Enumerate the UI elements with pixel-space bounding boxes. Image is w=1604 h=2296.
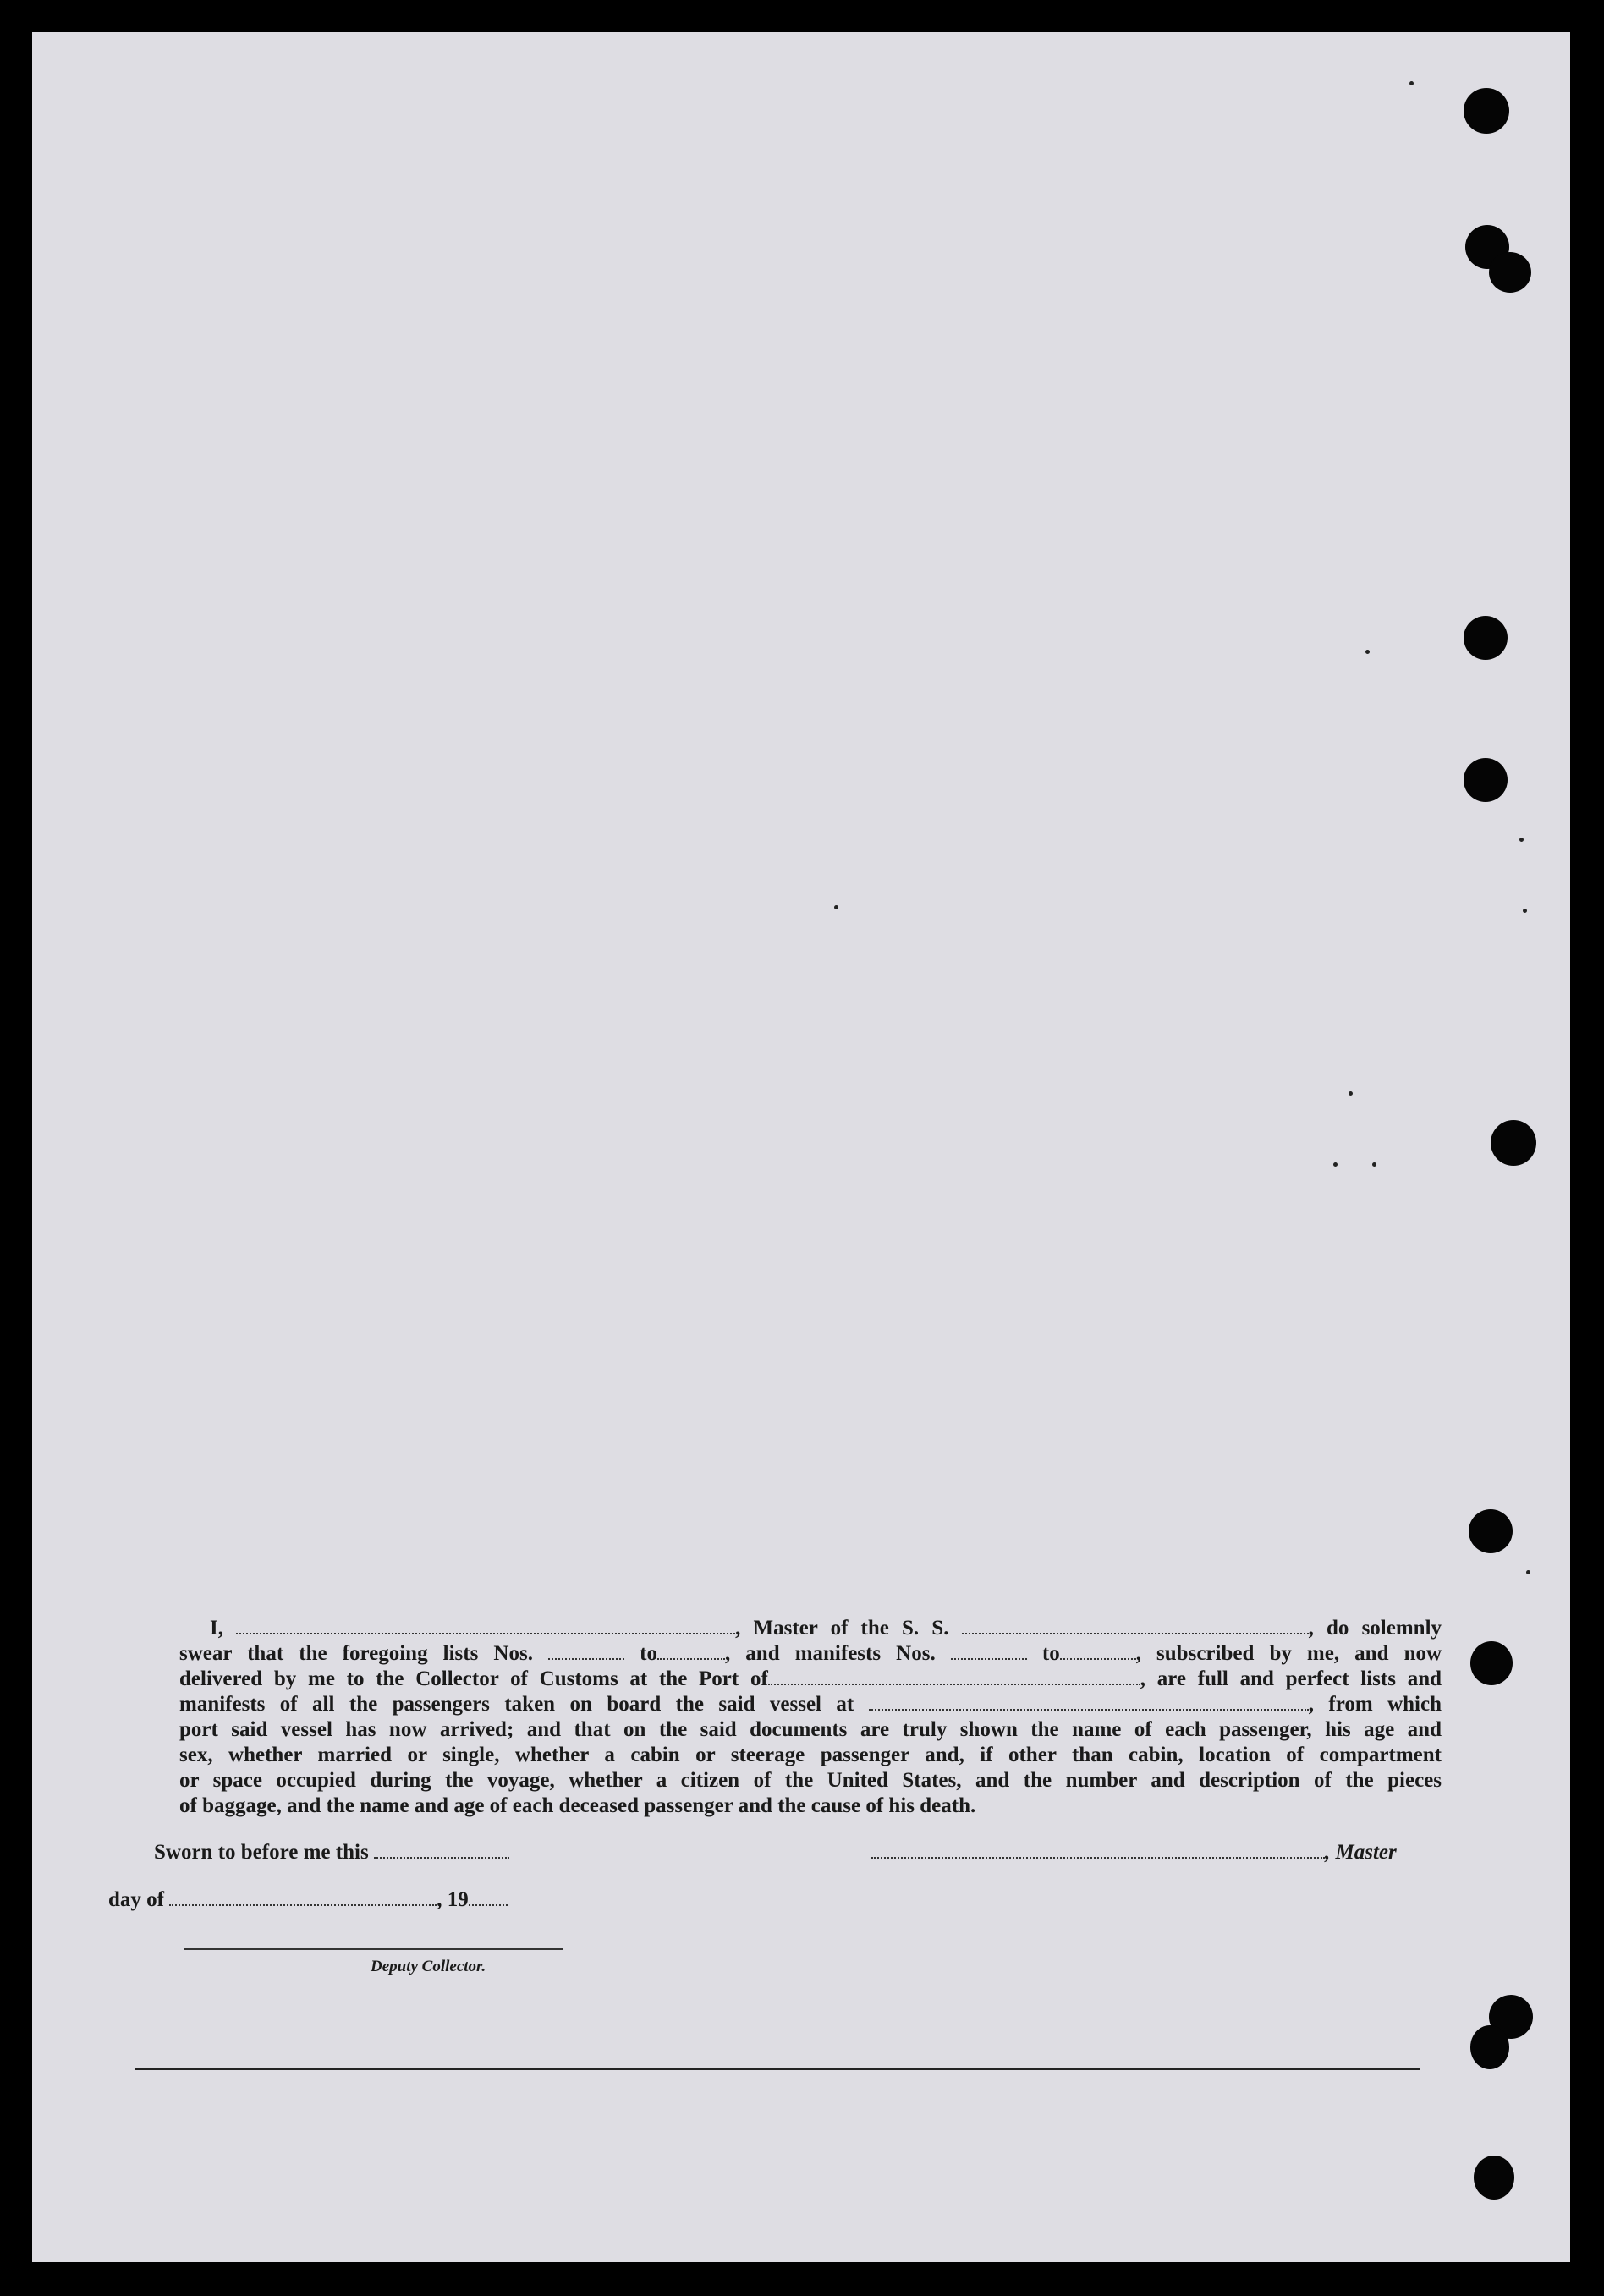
speck — [1372, 1162, 1376, 1167]
month-field[interactable] — [169, 1889, 437, 1906]
speck — [1409, 81, 1414, 85]
speck — [1365, 650, 1370, 654]
oath-text: swear that the foregoing lists Nos. — [179, 1642, 533, 1665]
punch-hole — [1469, 1509, 1513, 1553]
oath-text: , are full and perfect lists and — [1140, 1667, 1442, 1690]
manifests-to-field[interactable] — [1060, 1643, 1136, 1660]
oath-text: of baggage, and the name and age of each deceased passenger and the cause of his death. — [179, 1794, 976, 1817]
oath-text: sex, whether married or single, whether a cabin or steerage passenger and, if other than cabin, location of compartment — [179, 1744, 1442, 1766]
punch-hole — [1489, 252, 1531, 293]
oath-text: to — [640, 1642, 657, 1665]
oath-text: , and manifests Nos. — [724, 1642, 936, 1665]
oath-line — [179, 1768, 1442, 1793]
speck — [1333, 1162, 1338, 1167]
master-label: , Master — [1325, 1841, 1397, 1864]
day-of-label: day of — [108, 1888, 164, 1911]
speck — [834, 905, 838, 909]
oath-line — [179, 1692, 1442, 1717]
oath-text: , from which — [1308, 1693, 1442, 1716]
oath-line — [179, 1717, 1442, 1743]
year-field[interactable] — [469, 1889, 508, 1906]
manifest-page — [32, 32, 1570, 2262]
port-field[interactable] — [768, 1668, 1140, 1685]
master-signature-row — [871, 1841, 1397, 1865]
sworn-row — [154, 1841, 509, 1865]
oath-paragraph — [179, 1616, 1442, 1819]
lists-to-field[interactable] — [657, 1643, 725, 1660]
speck — [1526, 1570, 1530, 1574]
oath-text: manifests of all the passengers taken on board the said vessel at — [179, 1693, 854, 1716]
master-signature-field[interactable] — [871, 1842, 1325, 1859]
sworn-label: Sworn to before me this — [154, 1841, 369, 1864]
deputy-signature-line[interactable] — [184, 1948, 563, 1950]
oath-text: delivered by me to the Collector of Customs at the Port of — [179, 1667, 768, 1690]
oath-text: , do solemnly — [1308, 1617, 1442, 1640]
lists-from-field[interactable] — [548, 1643, 624, 1660]
punch-hole — [1464, 88, 1509, 134]
oath-line — [179, 1793, 1442, 1819]
punch-hole — [1464, 758, 1508, 802]
vessel-name-field[interactable] — [962, 1618, 1309, 1634]
manifests-from-field[interactable] — [951, 1643, 1027, 1660]
oath-text: , Master of the S. S. — [735, 1617, 949, 1640]
oath-line — [179, 1641, 1442, 1667]
sworn-day-field[interactable] — [374, 1842, 509, 1859]
oath-text: I, — [210, 1617, 223, 1640]
punch-hole — [1470, 1641, 1513, 1685]
master-name-field[interactable] — [236, 1618, 735, 1634]
oath-line — [179, 1667, 1442, 1692]
oath-line — [179, 1743, 1442, 1768]
oath-text: , subscribed by me, and now — [1135, 1642, 1442, 1665]
year-prefix: , 19 — [437, 1888, 469, 1911]
oath-text: to — [1041, 1642, 1060, 1665]
punch-hole — [1464, 616, 1508, 660]
bottom-rule — [135, 2068, 1420, 2070]
oath-line — [179, 1616, 1442, 1641]
embarkation-port-field[interactable] — [869, 1694, 1309, 1711]
speck — [1519, 838, 1524, 842]
oath-text: port said vessel has now arrived; and that on the said documents are truly shown the name of each passenger, his age and — [179, 1718, 1442, 1741]
speck — [1523, 909, 1527, 913]
punch-hole — [1491, 1120, 1536, 1166]
day-of-row — [108, 1888, 508, 1912]
punch-hole — [1474, 2156, 1514, 2200]
punch-hole — [1470, 2025, 1509, 2069]
deputy-collector-label: Deputy Collector. — [371, 1958, 486, 1975]
speck — [1349, 1091, 1353, 1096]
oath-text: or space occupied during the voyage, whether a citizen of the United States, and the number and description of the pieces — [179, 1769, 1442, 1792]
